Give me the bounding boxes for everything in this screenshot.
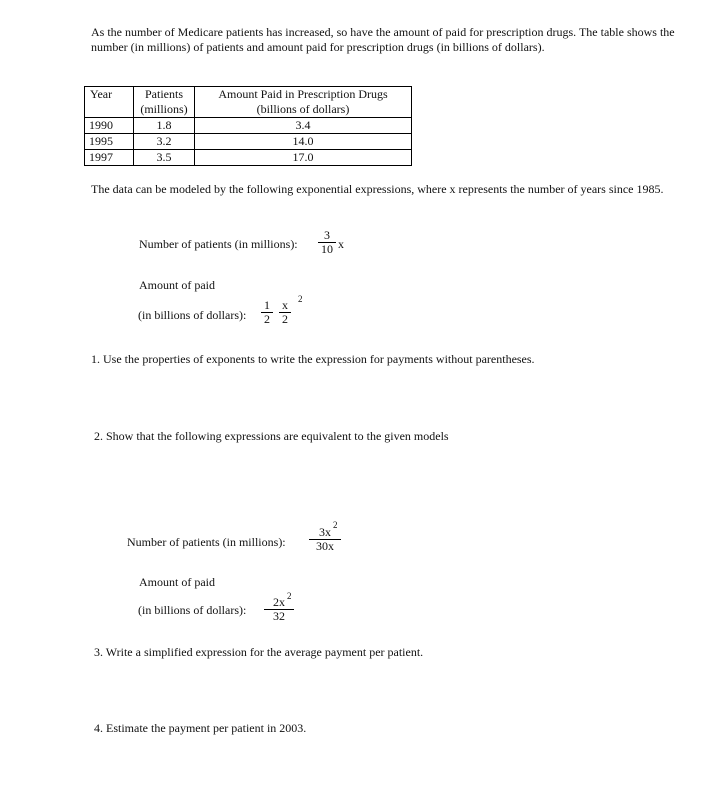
model-patients-variable: x xyxy=(338,237,344,251)
model-patients-label: Number of patients (in millions): xyxy=(139,237,298,251)
model-paid-label-line1: Amount of paid xyxy=(139,278,215,292)
model-paid-fraction-1-numerator: 1 xyxy=(264,298,270,312)
model-patients-denominator: 10 xyxy=(321,242,333,256)
equiv-paid-numerator: 2x xyxy=(273,595,285,609)
intro-paragraph: As the number of Medicare patients has increased, so have the amount of paid for prescription drugs. The table shows the number (in millions) of patients and amount paid for prescription drugs (in billions of dollars). xyxy=(91,25,675,54)
question-2: 2. Show that the following expressions are equivalent to the given models xyxy=(94,429,449,443)
model-paid-fraction-1-denominator: 2 xyxy=(264,312,270,326)
model-paid-exponent: 2 xyxy=(298,294,303,304)
header-patients-line2: (millions) xyxy=(140,102,188,116)
data-table xyxy=(84,86,412,166)
header-patients-line1: Patients xyxy=(145,87,183,101)
header-patients xyxy=(134,87,195,118)
equiv-paid-label-line1: Amount of paid xyxy=(139,575,215,589)
equiv-paid-exponent: 2 xyxy=(287,591,292,601)
cell-patients: 3.2 xyxy=(134,134,195,150)
cell-year: 1990 xyxy=(85,118,134,134)
cell-amount: 17.0 xyxy=(195,150,412,166)
equiv-patients-label: Number of patients (in millions): xyxy=(127,535,286,549)
equiv-patients-fraction xyxy=(309,526,341,553)
equiv-patients-denominator: 30x xyxy=(316,539,334,553)
table-row xyxy=(85,150,412,166)
header-year: Year xyxy=(85,87,134,118)
cell-amount: 14.0 xyxy=(195,134,412,150)
equiv-paid-label-line2: (in billions of dollars): xyxy=(138,603,247,617)
model-paid-fraction-1 xyxy=(261,299,273,326)
equiv-patients-numerator: 3x xyxy=(319,525,331,539)
equiv-paid-denominator: 32 xyxy=(273,609,285,623)
cell-year: 1997 xyxy=(85,150,134,166)
equiv-patients-exponent: 2 xyxy=(333,520,338,530)
cell-year: 1995 xyxy=(85,134,134,150)
model-patients-numerator: 3 xyxy=(324,228,330,242)
question-1: 1. Use the properties of exponents to write the expression for payments without parentheses. xyxy=(91,352,535,366)
question-3: 3. Write a simplified expression for the average payment per patient. xyxy=(94,645,424,659)
cell-patients: 3.5 xyxy=(134,150,195,166)
cell-amount: 3.4 xyxy=(195,118,412,134)
model-intro-paragraph: The data can be modeled by the following exponential expressions, where x represents the number of years since 1985. xyxy=(91,182,664,196)
table-row xyxy=(85,134,412,150)
model-patients-fraction xyxy=(318,229,336,256)
model-paid-fraction-2 xyxy=(279,299,291,326)
header-amount-line1: Amount Paid in Prescription Drugs xyxy=(218,87,388,101)
header-amount xyxy=(195,87,412,118)
model-paid-fraction-2-denominator: 2 xyxy=(282,312,288,326)
model-paid-fraction-2-numerator: x xyxy=(282,298,288,312)
question-4: 4. Estimate the payment per patient in 2003. xyxy=(94,721,307,735)
cell-patients: 1.8 xyxy=(134,118,195,134)
table-row xyxy=(85,118,412,134)
table-header-row xyxy=(85,87,412,118)
model-paid-label-line2: (in billions of dollars): xyxy=(138,308,247,322)
header-amount-line2: (billions of dollars) xyxy=(256,102,350,116)
